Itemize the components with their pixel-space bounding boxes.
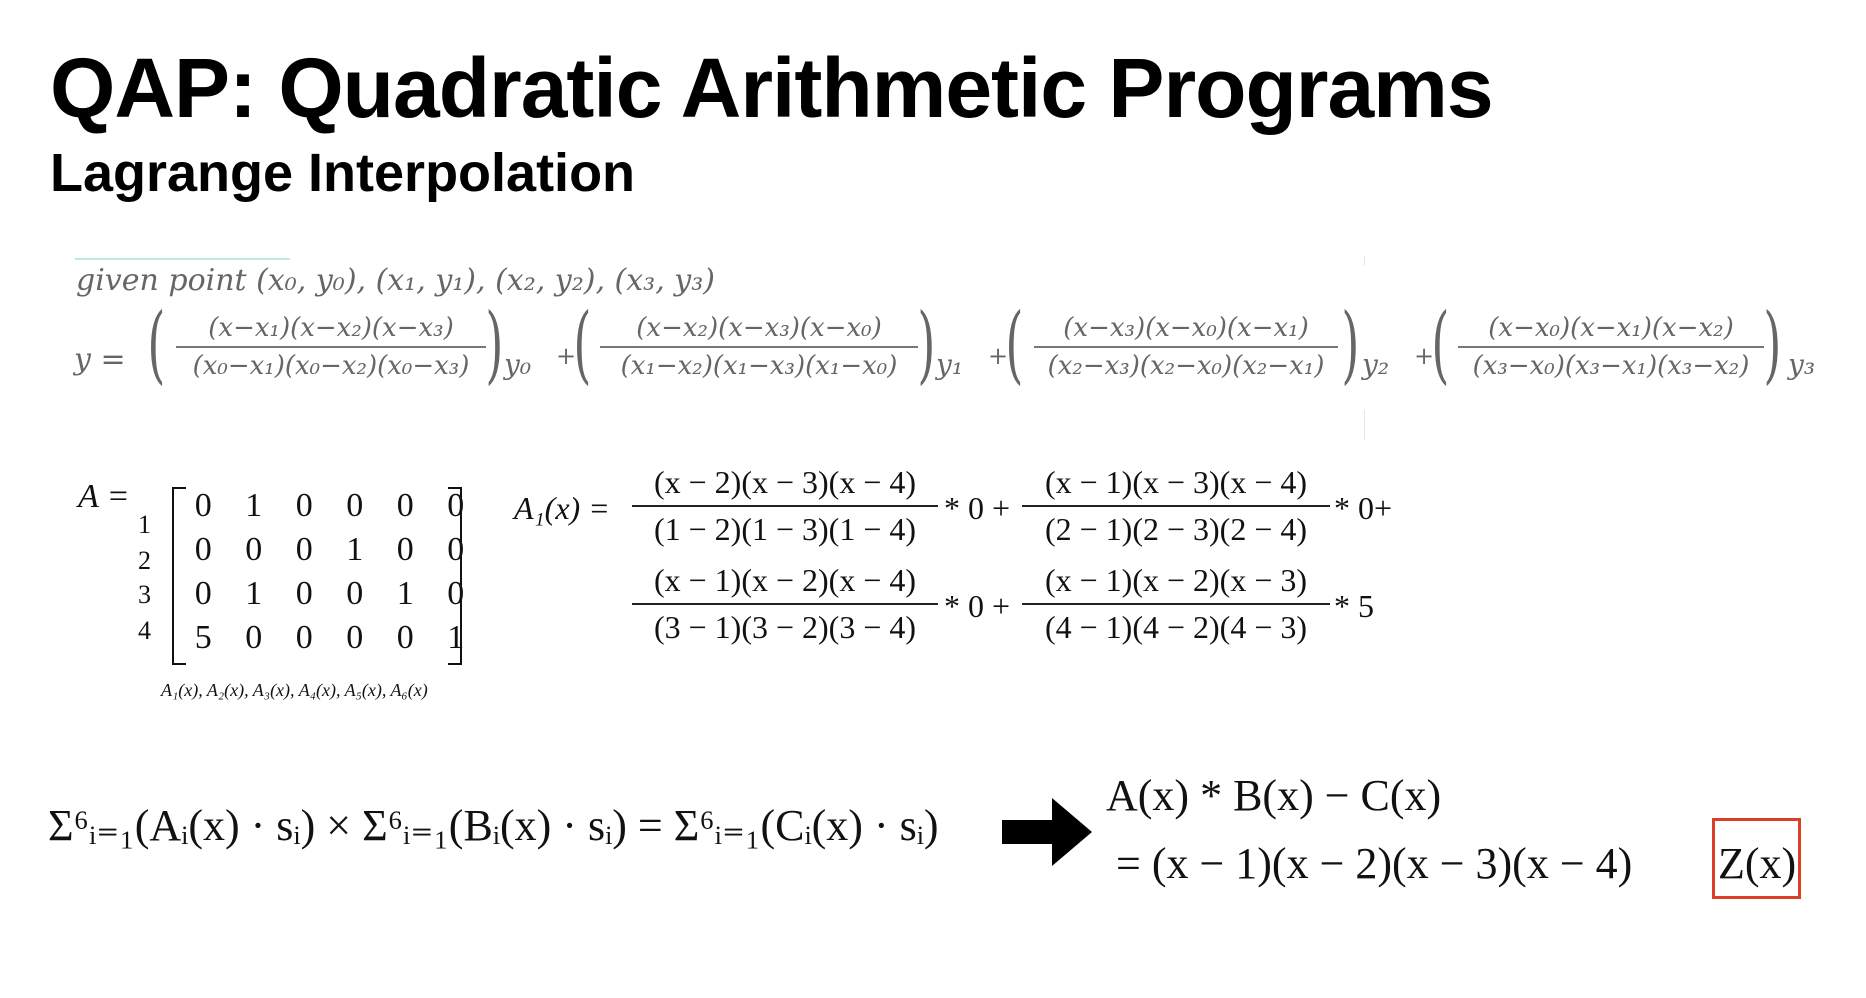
matrix-cell: 0 xyxy=(396,487,414,524)
matrix-cell: 0 xyxy=(295,487,313,524)
matrix-cell: 0 xyxy=(346,487,364,524)
matrix-cell: 0 xyxy=(447,531,465,568)
lagrange-lhs: y = xyxy=(74,342,126,377)
given-points-text: given point (x₀, y₀), (x₁, y₁), (x₂, y₂), (x₃, y₃) xyxy=(76,263,715,298)
a1-lhs: A₁(x) = xyxy=(514,490,610,526)
matrix-row xyxy=(178,531,481,569)
a1-operator: * 5 xyxy=(1334,588,1374,624)
matrix-cell: 1 xyxy=(245,575,263,612)
matrix-cell: 0 xyxy=(346,575,364,612)
a1-fraction xyxy=(1022,464,1330,548)
lagrange-fraction xyxy=(1458,313,1764,381)
numerator: (x − 2)(x − 3)(x − 4) xyxy=(653,464,917,500)
numerator: (x − 1)(x − 2)(x − 3) xyxy=(1044,562,1308,598)
matrix-cell: 1 xyxy=(447,619,465,656)
matrix-cell: 0 xyxy=(295,575,313,612)
fraction-bar xyxy=(632,505,938,507)
matrix-cell: 0 xyxy=(245,619,263,656)
fraction-bar xyxy=(1034,346,1338,348)
fraction-bar xyxy=(176,346,486,348)
matrix-cell: 0 xyxy=(396,531,414,568)
denominator: (2 − 1)(2 − 3)(2 − 4) xyxy=(1044,511,1308,547)
matrix-cell: 0 xyxy=(295,531,313,568)
fraction-bar xyxy=(632,603,938,605)
open-paren: ( xyxy=(1431,295,1450,393)
matrix-cell: 5 xyxy=(194,619,212,656)
close-paren: ) xyxy=(1341,295,1360,393)
y-term: y₁ xyxy=(936,348,964,381)
open-paren: ( xyxy=(147,295,166,393)
divider xyxy=(1364,256,1365,266)
numerator: (x−x₀)(x−x₁)(x−x₂) xyxy=(1488,313,1734,343)
matrix-row xyxy=(178,619,481,657)
denominator: (1 − 2)(1 − 3)(1 − 4) xyxy=(653,511,917,547)
matrix-row xyxy=(178,575,481,613)
close-paren: ) xyxy=(917,295,936,393)
numerator: (x − 1)(x − 3)(x − 4) xyxy=(1044,464,1308,500)
matrix-cell: 0 xyxy=(447,487,465,524)
matrix-cell: 1 xyxy=(396,575,414,612)
rhs-line-1: A(x) * B(x) − C(x) xyxy=(1106,771,1442,820)
close-paren: ) xyxy=(485,295,504,393)
y-term: y₂ xyxy=(1362,348,1390,381)
page-subtitle: Lagrange Interpolation xyxy=(50,143,636,203)
matrix-cell: 0 xyxy=(194,575,212,612)
a1-operator: * 0 + xyxy=(944,490,1011,526)
a1-operator: * 0 + xyxy=(944,588,1011,624)
matrix-cell: 0 xyxy=(396,619,414,656)
denominator: (x₃−x₀)(x₃−x₁)(x₃−x₂) xyxy=(1472,351,1750,381)
y-term: y₃ xyxy=(1788,348,1816,381)
matrix-row xyxy=(178,487,481,525)
matrix-cell: 0 xyxy=(346,619,364,656)
rhs-line-2: = (x − 1)(x − 2)(x − 3)(x − 4) xyxy=(1116,839,1633,888)
sum-equation: Σ⁶ᵢ₌₁(Aᵢ(x) · sᵢ) × Σ⁶ᵢ₌₁(Bᵢ(x) · sᵢ) = Σ⁶ᵢ₌₁(Cᵢ(x) · sᵢ) xyxy=(48,801,939,850)
a1-operator: * 0+ xyxy=(1334,490,1393,526)
denominator: (x₁−x₂)(x₁−x₃)(x₁−x₀) xyxy=(620,351,898,381)
matrix-cell: 0 xyxy=(447,575,465,612)
a1-fraction xyxy=(632,464,938,548)
plus-sign: + xyxy=(1414,342,1435,370)
fraction-bar xyxy=(1458,346,1764,348)
highlighted-zx: Z(x) xyxy=(1718,839,1797,888)
fraction-bar xyxy=(600,346,918,348)
matrix-label: A = xyxy=(78,478,130,515)
row-label: 1 xyxy=(138,510,151,539)
matrix-cell: 0 xyxy=(295,619,313,656)
denominator: (x₀−x₁)(x₀−x₂)(x₀−x₃) xyxy=(192,351,470,381)
a1-fraction xyxy=(632,562,938,646)
row-label: 3 xyxy=(138,580,151,609)
a1-fraction xyxy=(1022,562,1330,646)
numerator: (x−x₃)(x−x₀)(x−x₁) xyxy=(1063,313,1309,343)
plus-sign: + xyxy=(988,342,1009,370)
right-arrow-icon xyxy=(1002,798,1092,866)
matrix-cell: 1 xyxy=(245,487,263,524)
matrix-cell: 0 xyxy=(245,531,263,568)
row-label: 2 xyxy=(138,546,151,575)
row-label: 4 xyxy=(138,616,151,645)
matrix-cell: 1 xyxy=(346,531,364,568)
denominator: (3 − 1)(3 − 2)(3 − 4) xyxy=(653,609,917,645)
matrix-cell: 0 xyxy=(194,487,212,524)
lagrange-fraction xyxy=(176,313,486,381)
lagrange-fraction xyxy=(1034,313,1338,381)
matrix-cell: 0 xyxy=(194,531,212,568)
open-paren: ( xyxy=(1005,295,1024,393)
numerator: (x − 1)(x − 2)(x − 4) xyxy=(653,562,917,598)
lagrange-fraction xyxy=(600,313,918,381)
fraction-bar xyxy=(1022,603,1330,605)
denominator: (4 − 1)(4 − 2)(4 − 3) xyxy=(1044,609,1308,645)
close-paren: ) xyxy=(1763,295,1782,393)
open-paren: ( xyxy=(573,295,592,393)
page-title: QAP: Quadratic Arithmetic Programs xyxy=(50,41,1493,135)
numerator: (x−x₁)(x−x₂)(x−x₃) xyxy=(208,313,454,343)
decorative-line xyxy=(75,258,290,260)
fraction-bar xyxy=(1022,505,1330,507)
plus-sign: + xyxy=(556,342,577,370)
denominator: (x₂−x₃)(x₂−x₀)(x₂−x₁) xyxy=(1047,351,1325,381)
y-term: y₀ xyxy=(504,348,532,381)
numerator: (x−x₂)(x−x₃)(x−x₀) xyxy=(636,313,882,343)
matrix-caption: A₁(x), A₂(x), A₃(x), A₄(x), A₅(x), A₆(x) xyxy=(161,680,428,700)
divider xyxy=(1364,410,1365,440)
